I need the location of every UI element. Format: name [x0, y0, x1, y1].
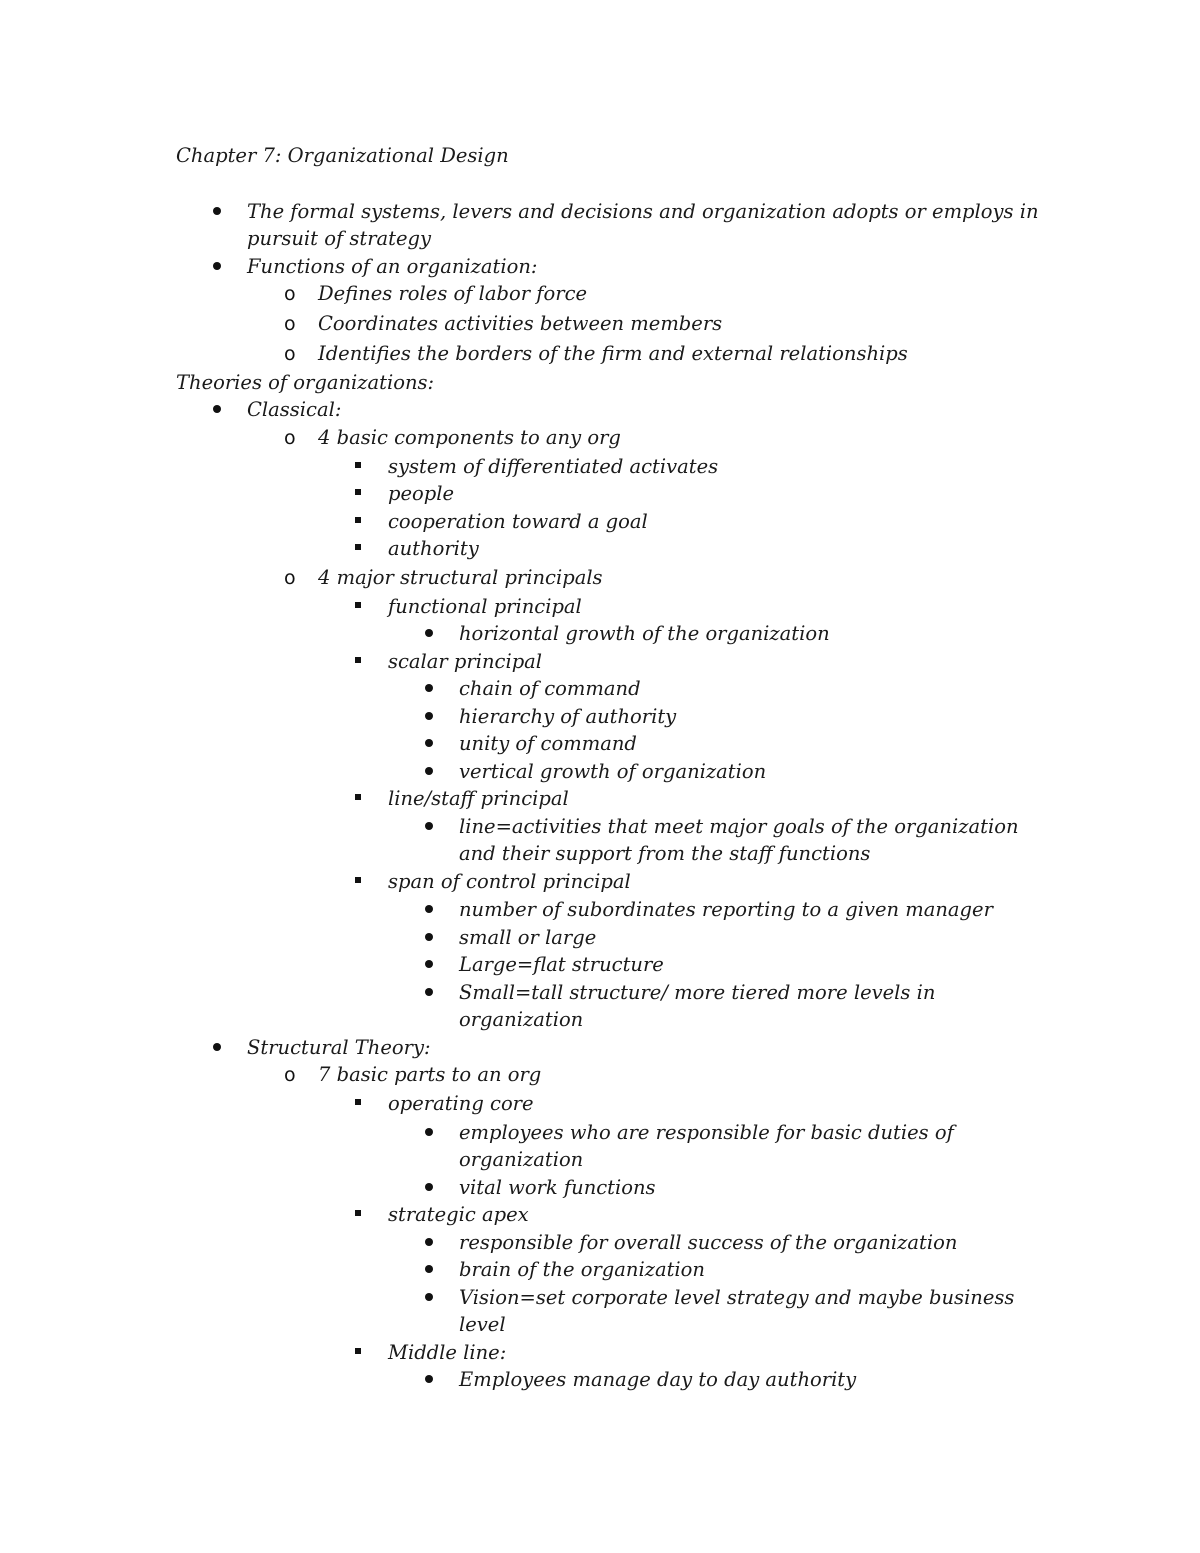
list-item: responsible for overall success of the organization [459, 1231, 958, 1254]
bullet-dot-icon [425, 1183, 433, 1191]
bullet-square-icon [355, 489, 361, 495]
list-item: employees who are responsible for basic duties of [459, 1121, 954, 1144]
bullet-dot-icon [425, 1375, 433, 1383]
bullet-dot-icon [425, 988, 433, 996]
bullet-dot-icon [425, 767, 433, 775]
page-title: Chapter 7: Organizational Design [176, 144, 509, 167]
list-item: brain of the organization [459, 1258, 705, 1281]
list-item: number of subordinates reporting to a given manager [459, 898, 993, 921]
list-item-continuation: organization [459, 1008, 584, 1031]
list-item: Identifies the borders of the firm and external relationships [318, 342, 908, 365]
list-item: Large=flat structure [459, 953, 664, 976]
bullet-square-icon [355, 544, 361, 550]
bullet-square-icon [355, 602, 361, 608]
bullet-circle-icon: o [284, 567, 296, 589]
bullet-square-icon [355, 462, 361, 468]
list-item: vital work functions [459, 1176, 656, 1199]
bullet-dot-icon [425, 933, 433, 941]
list-item: functional principal [388, 595, 582, 618]
bullet-dot-icon [425, 1238, 433, 1246]
bullet-square-icon [355, 794, 361, 800]
list-item: system of differentiated activates [388, 455, 719, 478]
bullet-dot-icon [425, 822, 433, 830]
bullet-dot-icon [425, 739, 433, 747]
section-heading: Theories of organizations: [176, 371, 435, 394]
list-item: line/staff principal [388, 787, 569, 810]
list-item: Vision=set corporate level strategy and maybe business [459, 1286, 1015, 1309]
bullet-dot-icon [425, 1265, 433, 1273]
list-item: Employees manage day to day authority [459, 1368, 857, 1391]
bullet-dot-icon [213, 207, 221, 215]
list-item: operating core [388, 1092, 534, 1115]
bullet-dot-icon [425, 684, 433, 692]
bullet-square-icon [355, 517, 361, 523]
bullet-square-icon [355, 1099, 361, 1105]
list-item: scalar principal [388, 650, 543, 673]
bullet-dot-icon [425, 1293, 433, 1301]
list-item: authority [388, 537, 479, 560]
bullet-dot-icon [213, 405, 221, 413]
bullet-dot-icon [213, 1043, 221, 1051]
bullet-square-icon [355, 1210, 361, 1216]
bullet-dot-icon [425, 960, 433, 968]
list-item-continuation: level [459, 1313, 506, 1336]
bullet-square-icon [355, 1348, 361, 1354]
bullet-circle-icon: o [284, 427, 296, 449]
list-item: Small=tall structure/ more tiered more levels in [459, 981, 936, 1004]
list-item: vertical growth of organization [459, 760, 767, 783]
bullet-dot-icon [425, 1128, 433, 1136]
bullet-square-icon [355, 877, 361, 883]
bullet-circle-icon: o [284, 343, 296, 365]
bullet-circle-icon: o [284, 283, 296, 305]
bullet-circle-icon: o [284, 1064, 296, 1086]
list-item: horizontal growth of the organization [459, 622, 830, 645]
list-item: hierarchy of authority [459, 705, 677, 728]
bullet-square-icon [355, 657, 361, 663]
list-item: cooperation toward a goal [388, 510, 648, 533]
list-item: Classical: [247, 398, 342, 421]
list-item: unity of command [459, 732, 637, 755]
bullet-dot-icon [213, 262, 221, 270]
list-item-continuation: organization [459, 1148, 584, 1171]
list-item: The formal systems, levers and decisions and organization adopts or employs in [247, 200, 1039, 223]
list-item-continuation: pursuit of strategy [247, 227, 432, 250]
bullet-dot-icon [425, 905, 433, 913]
list-item: strategic apex [388, 1203, 529, 1226]
list-item: Coordinates activities between members [318, 312, 723, 335]
list-item: chain of command [459, 677, 641, 700]
bullet-circle-icon: o [284, 313, 296, 335]
list-item: 7 basic parts to an org [318, 1063, 542, 1086]
bullet-dot-icon [425, 712, 433, 720]
list-item: span of control principal [388, 870, 631, 893]
bullet-dot-icon [425, 629, 433, 637]
list-item: 4 basic components to any org [318, 426, 621, 449]
list-item: Functions of an organization: [247, 255, 538, 278]
list-item: small or large [459, 926, 597, 949]
list-item-continuation: and their support from the staff functions [459, 842, 871, 865]
list-item: line=activities that meet major goals of the organization [459, 815, 1019, 838]
list-item: 4 major structural principals [318, 566, 603, 589]
list-item: people [388, 482, 455, 505]
list-item: Structural Theory: [247, 1036, 431, 1059]
list-item: Defines roles of labor force [318, 282, 588, 305]
list-item: Middle line: [388, 1341, 507, 1364]
